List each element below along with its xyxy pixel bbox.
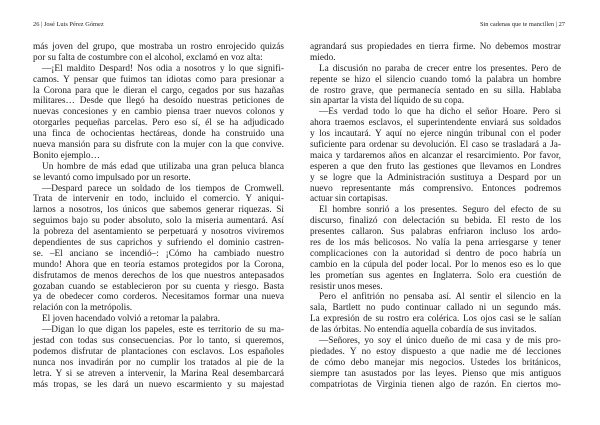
text-line: nuevo representante más comprensivo. Entonces podremos	[310, 183, 561, 194]
text-line: El joven hacendado volvió a retomar la palabra.	[42, 314, 221, 325]
text-line: disfrutamos de menos derechos de los que nuestros antepasados	[33, 270, 284, 281]
text-line: actuar sin cortapisas.	[310, 194, 388, 205]
text-line: cambio en la cúpula del poder local. Por lo menos eso es lo que	[310, 259, 561, 270]
text-line: otorgarles pequeñas parcelas. Pero eso sí, él se ha adjudicado	[33, 118, 284, 129]
text-line: más tropas, se les dará un nuevo escarmiento y su majestad	[33, 379, 284, 390]
text-line: de cómo debo manejar mis negocios. Ustedes los británicos,	[310, 357, 561, 368]
text-line: discurso, finalizó con delectación su bebida. El resto de los	[310, 216, 561, 227]
text-line: seguimos bajo su poder absoluto, solo la miseria aumentará. Así	[33, 216, 284, 227]
text-line: —Despard parece un soldado de los tiempos de Cromwell.	[42, 183, 284, 194]
text-line: por su falta de costumbre con el alcohol, exclamó en voz alta:	[33, 52, 263, 63]
text-line: —Señores, yo soy el único dueño de mi casa y de mis pro-	[319, 336, 561, 347]
text-line: piedades. Y no estoy dispuesto a que nadie me dé lecciones	[310, 346, 561, 357]
text-line: suficiente para ordenar su devolución. El caso se trasladará a Ja-	[310, 140, 561, 151]
text-line: jestad con todas sus consecuencias. Por lo tanto, si queremos,	[33, 336, 284, 347]
text-line: nueva mansión para su disfrute con la mujer con la que convive.	[33, 140, 284, 151]
text-line: La discusión no paraba de crecer entre los presentes. Pero de	[319, 63, 561, 74]
page-header-left: 26 | José Luis Pérez Gómez	[33, 21, 104, 28]
text-line: complicaciones con la autoridad si dentro de poco habría un	[310, 248, 561, 259]
text-line: ahora traemos esclavos, el superintendente enviará sus soldados	[310, 118, 561, 129]
text-line: más joven del grupo, que mostraba un rostro enrojecido quizás	[33, 42, 284, 52]
text-line: repente se hizo el silencio cuando tomó la palabra un hombre	[310, 74, 561, 85]
text-line: y los incautará. Y aquí no ejerce ningún tribunal con el poder	[310, 129, 561, 140]
text-line: miedo.	[310, 52, 336, 63]
text-line: se. –El anciano se incendió–: ¡Cómo ha cambiado nuestro	[33, 248, 284, 259]
text-line: militares… Desde que llegó ha desoído nuestras peticiones de	[33, 96, 284, 107]
text-line: —Es verdad todo lo que ha dicho el señor Hoare. Pero si	[319, 107, 561, 118]
text-line: Un hombre de más edad que utilizaba una gran peluca blanca	[42, 161, 284, 172]
text-line: res de los más belicosos. No valía la pena arriesgarse y tener	[310, 238, 561, 249]
right-page	[300, 0, 600, 425]
text-line: de las órbitas. No entendía aquella cobardía de sus invitados.	[310, 325, 537, 336]
text-line: —Digan lo que digan los papeles, este es territorio de su ma-	[42, 325, 284, 336]
text-line: nuevas concesiones y en cambio piensa traer nuevos colonos y	[33, 107, 284, 118]
text-line: Bonito ejemplo…	[33, 150, 100, 161]
text-line: esperen a que den fruto las gestiones que llevamos en Londres	[310, 161, 561, 172]
text-line: compatriotas de Virginia tienen algo de razón. En ciertos mo-	[310, 379, 561, 390]
text-line: relación con la metrópolis.	[33, 303, 133, 314]
text-line: presentes callaron. Sus palabras enfriaron incluso los ardo-	[310, 227, 561, 238]
text-line: Trata de intervenir en todo, incluido el comercio. Y aniqui-	[33, 194, 284, 205]
text-line: nunca nos invadirán por no cumplir los tratados al pie de la	[33, 357, 284, 368]
text-line: de rostro grave, que permanecía sentado en su silla. Hablaba	[310, 85, 561, 96]
text-line: resistir unos meses.	[310, 281, 383, 292]
text-line: la pobreza del asentamiento se perpetuará y nosotros viviremos	[33, 227, 284, 238]
text-line: mundo! Ahora que en teoría estamos protegidos por la Corona,	[33, 259, 284, 270]
text-line: y se logre que la Administración sustituya a Despard por un	[310, 172, 561, 183]
text-line: La expresión de su rostro era colérica. Los ojos casi se le salían	[310, 314, 561, 325]
text-line: letra. Y si se atreven a intervenir, la Marina Real desembarcará	[33, 368, 284, 379]
text-line: gozaban cuando se establecieron por su cuenta y riesgo. Basta	[33, 281, 284, 292]
text-line: agrandará sus propiedades en tierra firme. No debemos mostrar	[310, 42, 561, 52]
text-line: camos. Y pensar que fuimos tan idiotas como para presionar a	[33, 74, 284, 85]
page-body	[33, 42, 284, 391]
text-line: maica y tardaremos años en alcanzar el resarcimiento. Por favor,	[310, 150, 561, 161]
text-line: la Corona para que le dieran el cargo, cegados por sus hazañas	[33, 85, 284, 96]
text-line: ya de obedecer como corderos. Necesitamos formar una nueva	[33, 292, 284, 303]
text-line: una finca de ochocientas hectáreas, donde ha construido una	[33, 129, 284, 140]
text-line: larnos a nosotros, los únicos que sabemos generar riquezas. Si	[33, 205, 284, 216]
text-line: les prometían sus agentes en Inglaterra. Solo era cuestión de	[310, 270, 561, 281]
text-line: se levantó como impulsado por un resorte.	[33, 172, 191, 183]
text-line: podemos disfrutar de plantaciones con esclavos. Los españoles	[33, 346, 284, 357]
text-line: El hombre sonrió a los presentes. Seguro del efecto de su	[319, 205, 561, 216]
page-header-right: Sin cadenas que te mancillen | 27	[479, 21, 565, 28]
text-line: sin apartar la vista del líquido de su copa.	[310, 96, 465, 107]
text-line: dependientes de sus caprichos y sufriendo el dominio castren-	[33, 238, 284, 249]
text-line: —¡El maldito Despard! Nos odia a nosotros y lo que signifi-	[42, 63, 284, 74]
text-line: Pero el anfitrión no pensaba así. Al sentir el silencio en la	[319, 292, 561, 303]
text-line: siempre tan asustados por las leyes. Pienso que mis antiguos	[310, 368, 561, 379]
text-line: sala, Bartlett no pudo continuar callado ni un segundo más.	[310, 303, 561, 314]
page-body	[310, 42, 561, 391]
